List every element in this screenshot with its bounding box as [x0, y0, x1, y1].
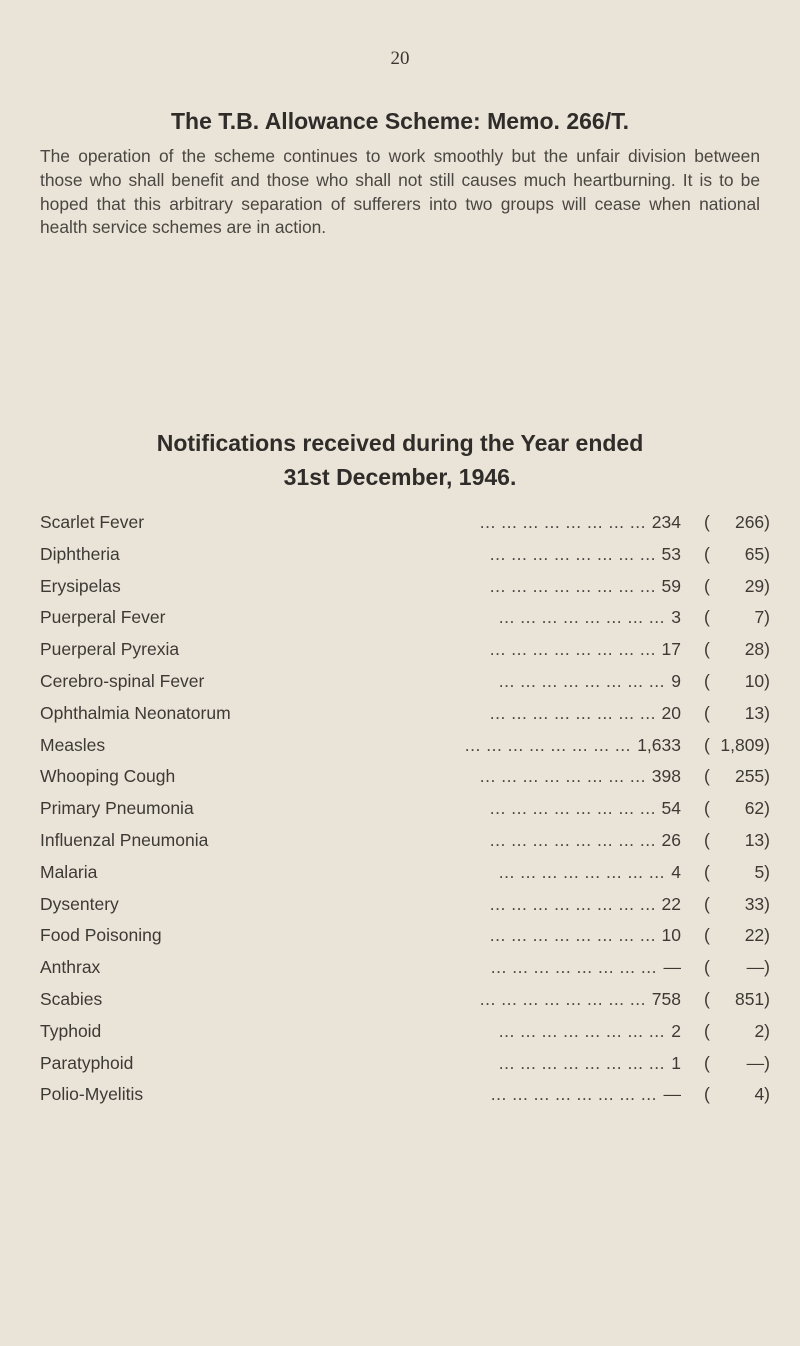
count-1946: 2: [671, 1020, 681, 1041]
count-1946: 4: [671, 861, 681, 882]
paren-open: (: [704, 575, 710, 596]
leader-dots: ... ... ... ... ... ... ... ...: [490, 1084, 657, 1105]
leader-dots: ... ... ... ... ... ... ... ...: [498, 1052, 665, 1073]
count-previous-year: —): [746, 957, 770, 978]
table-row: [40, 986, 770, 1018]
disease-name: Paratyphoid: [40, 1052, 134, 1073]
leader-dots: ... ... ... ... ... ... ... ...: [489, 575, 656, 596]
table-row: [40, 541, 770, 573]
leader-dots: ... ... ... ... ... ... ... ...: [490, 957, 657, 978]
count-previous-year: 7): [754, 607, 770, 628]
count-previous-year: 266): [734, 512, 770, 532]
count-previous-year: 62): [744, 798, 770, 819]
table-row: [40, 700, 770, 732]
count-1946: 59: [661, 575, 681, 596]
table-row: [40, 1081, 770, 1113]
leader-dots: ... ... ... ... ... ... ... ...: [479, 512, 646, 532]
disease-name: Anthrax: [40, 957, 101, 978]
count-previous-year: 10): [744, 670, 770, 691]
disease-name: Puerperal Fever: [40, 607, 166, 628]
count-1946: —: [663, 1084, 681, 1105]
paren-open: (: [704, 543, 710, 564]
disease-name: Diphtheria: [40, 543, 120, 564]
paren-open: (: [704, 988, 710, 1009]
paren-open: (: [704, 702, 710, 723]
leader-dots: ... ... ... ... ... ... ... ...: [464, 734, 631, 755]
leader-dots: ... ... ... ... ... ... ... ...: [489, 639, 656, 660]
count-previous-year: 1,809): [720, 734, 770, 755]
table-row: [40, 732, 770, 764]
disease-name: Dysentery: [40, 893, 119, 914]
disease-name: Ophthalmia Neonatorum: [40, 702, 231, 723]
count-1946: 3: [671, 607, 681, 628]
count-1946: 53: [661, 543, 681, 564]
disease-name: Puerperal Pyrexia: [40, 639, 180, 660]
disease-name: Scabies: [40, 988, 103, 1009]
disease-name: Erysipelas: [40, 575, 121, 596]
count-1946: 20: [661, 702, 681, 723]
count-previous-year: 255): [734, 766, 770, 787]
count-1946: 234: [651, 512, 681, 532]
table-title: [0, 426, 800, 494]
count-1946: 1: [671, 1052, 681, 1073]
notifications-table: [40, 509, 770, 1113]
table-row: [40, 573, 770, 605]
count-previous-year: 28): [744, 639, 770, 660]
paren-open: (: [704, 861, 710, 882]
disease-name: Whooping Cough: [40, 766, 176, 787]
paren-open: (: [704, 1084, 710, 1105]
table-title-line2: 31st December, 1946.: [283, 464, 517, 490]
disease-name: Scarlet Fever: [40, 512, 145, 532]
count-1946: 1,633: [637, 734, 681, 755]
paren-open: (: [704, 893, 710, 914]
body-paragraph: [40, 145, 760, 240]
paren-open: (: [704, 670, 710, 691]
paren-open: (: [704, 639, 710, 660]
paren-open: (: [704, 766, 710, 787]
paren-open: (: [704, 957, 710, 978]
table-row: [40, 604, 770, 636]
leader-dots: ... ... ... ... ... ... ... ...: [498, 607, 665, 628]
paragraph-text: The operation of the scheme continues to work smoothly but the unfair division between those who shall benefit and those who shall not still causes much heartburning. It is to be hoped that this arbitrary separation of sufferers into two groups will cease when national health service schemes are in action.: [40, 146, 760, 238]
leader-dots: ... ... ... ... ... ... ... ...: [498, 1020, 665, 1041]
paren-open: (: [704, 925, 710, 946]
count-1946: —: [663, 957, 681, 978]
table-title-line1: Notifications received during the Year ended: [156, 430, 644, 456]
paren-open: (: [704, 1052, 710, 1073]
count-previous-year: 13): [744, 702, 770, 723]
table-row: [40, 859, 770, 891]
disease-name: Polio-Myelitis: [40, 1084, 144, 1105]
paren-open: (: [704, 512, 710, 532]
disease-name: Primary Pneumonia: [40, 798, 194, 819]
disease-name: Cerebro-spinal Fever: [40, 670, 205, 691]
leader-dots: ... ... ... ... ... ... ... ...: [489, 829, 656, 850]
count-1946: 54: [661, 798, 681, 819]
table-row: [40, 922, 770, 954]
leader-dots: ... ... ... ... ... ... ... ...: [489, 925, 656, 946]
page-number: 20: [390, 48, 410, 69]
count-previous-year: 4): [754, 1084, 770, 1105]
count-1946: 26: [661, 829, 681, 850]
table-row: [40, 763, 770, 795]
leader-dots: ... ... ... ... ... ... ... ...: [479, 766, 646, 787]
leader-dots: ... ... ... ... ... ... ... ...: [479, 988, 646, 1009]
disease-name: Measles: [40, 734, 106, 755]
count-previous-year: 851): [734, 988, 770, 1009]
count-previous-year: 33): [744, 893, 770, 914]
leader-dots: ... ... ... ... ... ... ... ...: [489, 893, 656, 914]
count-1946: 758: [651, 988, 681, 1009]
table-row: [40, 1050, 770, 1082]
disease-name: Malaria: [40, 861, 98, 882]
count-previous-year: 5): [754, 861, 770, 882]
paren-open: (: [704, 734, 710, 755]
paren-open: (: [704, 798, 710, 819]
count-previous-year: 22): [744, 925, 770, 946]
leader-dots: ... ... ... ... ... ... ... ...: [489, 798, 656, 819]
count-1946: 9: [671, 670, 681, 691]
count-1946: 398: [651, 766, 681, 787]
count-previous-year: 13): [744, 829, 770, 850]
count-previous-year: —): [746, 1052, 770, 1073]
section-title: The T.B. Allowance Scheme: Memo. 266/T.: [170, 108, 629, 134]
count-1946: 17: [661, 639, 681, 660]
table-row: [40, 795, 770, 827]
leader-dots: ... ... ... ... ... ... ... ...: [498, 670, 665, 691]
table-row: [40, 509, 770, 541]
table-row: [40, 636, 770, 668]
table-row: [40, 668, 770, 700]
count-1946: 22: [661, 893, 681, 914]
paren-open: (: [704, 607, 710, 628]
table-row: [40, 1018, 770, 1050]
paren-open: (: [704, 829, 710, 850]
leader-dots: ... ... ... ... ... ... ... ...: [498, 861, 665, 882]
table-row: [40, 827, 770, 859]
disease-name: Food Poisoning: [40, 925, 162, 946]
leader-dots: ... ... ... ... ... ... ... ...: [489, 702, 656, 723]
count-previous-year: 29): [744, 575, 770, 596]
paren-open: (: [704, 1020, 710, 1041]
count-previous-year: 2): [754, 1020, 770, 1041]
table-row: [40, 954, 770, 986]
disease-name: Typhoid: [40, 1020, 102, 1041]
count-previous-year: 65): [744, 543, 770, 564]
count-1946: 10: [661, 925, 681, 946]
table-row: [40, 891, 770, 923]
leader-dots: ... ... ... ... ... ... ... ...: [489, 543, 656, 564]
disease-name: Influenzal Pneumonia: [40, 829, 209, 850]
